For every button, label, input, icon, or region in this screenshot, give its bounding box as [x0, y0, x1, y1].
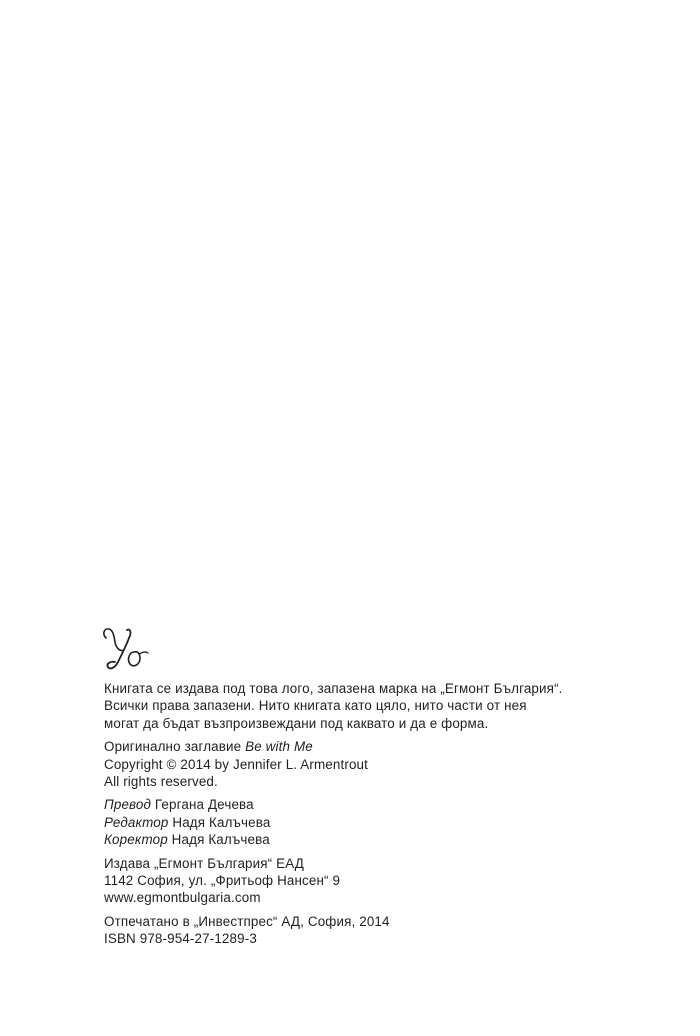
credit-role: Редактор: [104, 814, 169, 830]
copyright-line: Copyright © 2014 by Jennifer L. Armentrout: [104, 756, 369, 772]
credit-name: Надя Калъчева: [167, 832, 270, 848]
publisher-block: [104, 855, 624, 907]
imprint-page: [104, 680, 624, 954]
print-block: [104, 913, 624, 948]
original-title-line: [104, 738, 624, 755]
original-title-label: Оригинално заглавие: [104, 739, 246, 755]
credit-name: Гергана Дечева: [151, 797, 254, 813]
publisher-name: Издава „Егмонт България“ ЕАД: [104, 855, 304, 871]
publisher-address: 1142 София, ул. „Фритьоф Нансен“ 9: [104, 873, 341, 889]
notice-line: могат да бъдат възпроизвеждани под каквато и да е форма.: [104, 715, 489, 731]
printer-line: Отпечатано в „Инвестпрес“ АД, София, 2014: [104, 913, 390, 929]
rights-line: All rights reserved.: [104, 774, 218, 790]
credit-proofreader: [104, 831, 624, 848]
trademark-notice: [104, 680, 624, 732]
credit-editor: [104, 814, 624, 831]
credit-name: Надя Калъчева: [168, 814, 271, 830]
original-title-block: [104, 738, 624, 790]
credit-role: Коректор: [104, 832, 168, 848]
publisher-website: www.egmontbulgaria.com: [104, 890, 261, 906]
notice-line: Всички права запазени. Нито книгата като цяло, нито части от нея: [104, 698, 527, 714]
credit-role: Превод: [104, 797, 152, 813]
isbn-line: ISBN 978-954-27-1289-3: [104, 931, 257, 947]
credits-block: [104, 796, 624, 848]
original-title: Be with Me: [245, 739, 313, 755]
yo-script-logo-icon: [100, 624, 152, 674]
credit-translator: [104, 796, 624, 813]
notice-line: Книгата се издава под това лого, запазена марка на „Егмонт България“.: [104, 681, 563, 696]
